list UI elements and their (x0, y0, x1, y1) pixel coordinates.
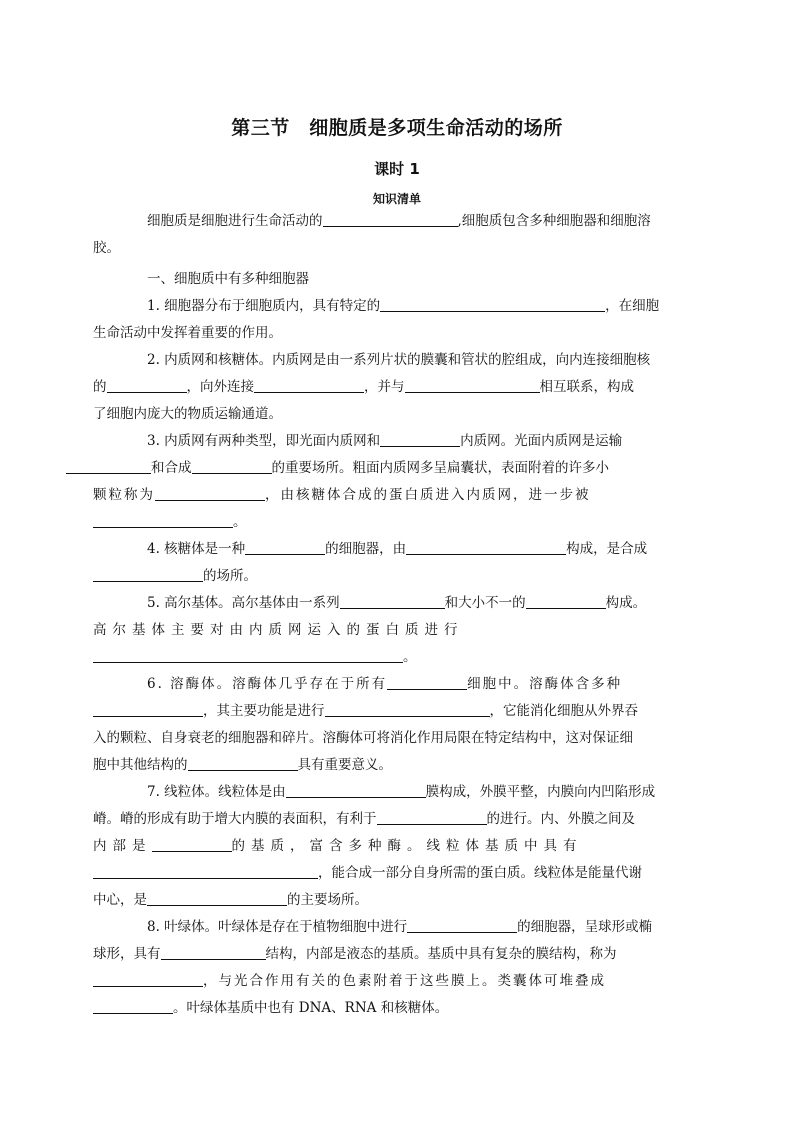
blank[interactable] (286, 782, 426, 798)
lesson-label: 课时 1 (374, 160, 420, 178)
blank[interactable] (407, 917, 517, 933)
blank[interactable] (107, 377, 187, 393)
blank[interactable] (380, 431, 460, 447)
blank[interactable] (66, 458, 151, 474)
blank[interactable] (323, 211, 458, 227)
item-3: 3. 内质网有两种类型，即光面内质网和 内质网。光面内质网是运输 和合成 的重要场所。粗面内质网多呈扁囊状，表面附着的许多小 颗粒称为 ，由核糖体合成的蛋白质进入内质网，进一步被 。 (120, 428, 675, 536)
worksheet-body (93, 208, 675, 1022)
blank[interactable] (93, 863, 318, 879)
blank[interactable] (380, 296, 605, 312)
blank[interactable] (93, 566, 203, 582)
item-1: 1. 细胞器分布于细胞质内，具有特定的 ，在细胞 生命活动中发挥着重要的作用。 (93, 298, 660, 341)
item-8: 8. 叶绿体。叶绿体是存在于植物细胞中进行 的细胞器，呈球形或椭 球形，具有 结构，内部是液态的基质。基质中具有复杂的膜结构，称为 ，与光合作用有关的色素附着于这些膜上。类囊体可堆叠成 。叶绿体基质中也有 DNA、RNA 和核糖体。 (93, 919, 653, 1016)
blank[interactable] (254, 377, 364, 393)
heading-organelles: 一、细胞质中有多种细胞器 (147, 271, 309, 287)
blank[interactable] (93, 998, 173, 1014)
blank[interactable] (188, 755, 298, 771)
item-4: 4. 核糖体是一种 的细胞器，由 构成，是合成 的场所。 (120, 536, 675, 590)
blank[interactable] (93, 647, 403, 663)
blank[interactable] (405, 377, 540, 393)
blank[interactable] (155, 485, 265, 501)
blank[interactable] (340, 593, 445, 609)
blank[interactable] (93, 971, 203, 987)
blank[interactable] (325, 701, 490, 717)
page-title: 第三节 细胞质是多项生命活动的场所 (231, 117, 563, 139)
item-5: 5. 高尔基体。高尔基体由一系列 和大小不一的 构成。 高尔基体主要对由内质网运入的蛋白质进行 。 (93, 595, 647, 665)
blank[interactable] (192, 458, 272, 474)
blank[interactable] (93, 512, 233, 528)
item-7: 7. 线粒体。线粒体是由 膜构成，外膜平整，内膜向内凹陷形成 嵴。嵴的形成有助于增大内膜的表面积，有利于 的进行。内、外膜之间及 内部是 的基质，富含多种酶。线粒体基质中具有 ，能合成一部分自身所需的蛋白质。线粒体是能量代谢 中心，是 的主要场所。 (93, 784, 656, 908)
blank[interactable] (147, 890, 287, 906)
intro-paragraph: 细胞质是细胞进行生命活动的 ,细胞质包含多种细胞器和细胞溶 胶。 (93, 213, 651, 256)
blank[interactable] (406, 539, 566, 555)
section-label: 知识清单 (372, 192, 421, 206)
blank[interactable] (245, 539, 325, 555)
blank[interactable] (161, 944, 266, 960)
blank[interactable] (387, 674, 467, 690)
item-6: 6. 溶酶体。溶酶体几乎存在于所有 细胞中。溶酶体含多种 ，其主要功能是进行 ，它能消化细胞从外界吞 入的颗粒、自身衰老的细胞器和碎片。溶酶体可将消化作用局限在特定结构中，这对保证细 胞中其他结构的 具有重要意义。 (93, 676, 638, 773)
blank[interactable] (377, 809, 487, 825)
blank[interactable] (152, 836, 232, 852)
blank[interactable] (93, 701, 203, 717)
blank[interactable] (526, 593, 606, 609)
item-2: 2. 内质网和核糖体。内质网是由一系列片状的膜囊和管状的腔组成，向内连接细胞核 的 ，向外连接 ，并与 相互联系，构成 了细胞内庞大的物质运输通道。 (93, 352, 651, 422)
